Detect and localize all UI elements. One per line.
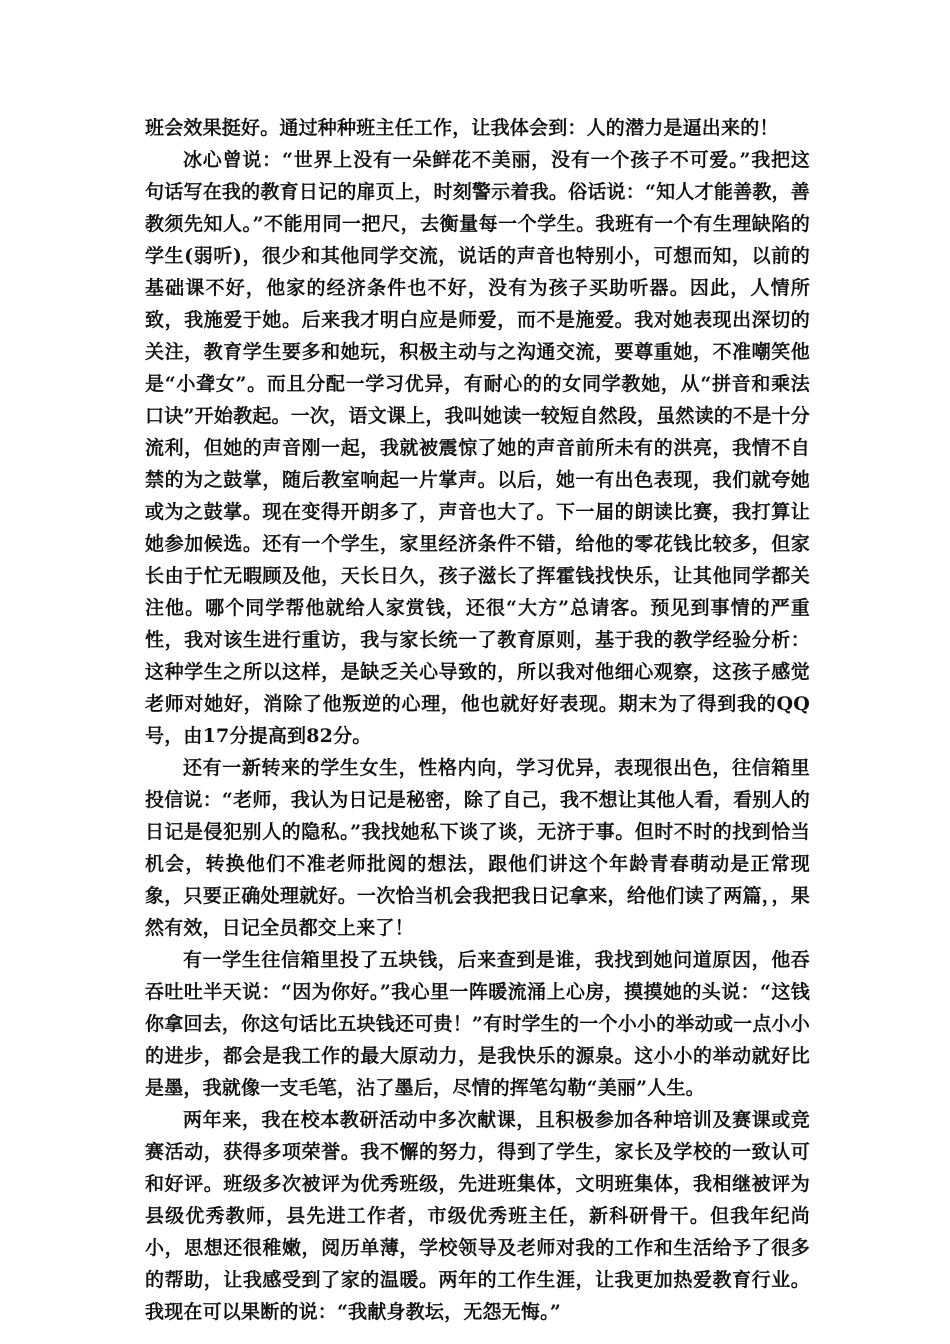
paragraph-bingxin-quote: 冰心曾说：“世界上没有一朵鲜花不美丽，没有一个孩子不可爱。”我把这句话写在我的教育日记的扉页上，时刻警示着我。俗话说：“知人才能善教，善教须先知人。”不能用同一把尺，去衡量每一个学生。我班有一个有生理缺陷的学生(弱听)，很少和其他同学交流，说话的声音也特别小，可想而知，以前的基础课不好，他家的经济条件也不好，没有为孩子买助听器。因此，人情所致，我施爱于她。后来我才明白应是师爱，而不是施爱。我对她表现出深切的关注，教育学生要多和她玩，积极主动与之沟通交流，要尊重她，不准嘲笑他是“小聋女”。而且分配一学习优异，有耐心的的女同学教她，从“拼音和乘法口诀”开始教起。一次，语文课上，我叫她读一较短自然段，虽然读的不是十分流利，但她的声音刚一起，我就被震惊了她的声音前所未有的洪亮，我情不自禁的为之鼓掌，随后教室响起一片掌声。以后，她一有出色表现，我们就夸她或为之鼓掌。现在变得开朗多了，声音也大了。下一届的朗读比赛，我打算让她参加候选。还有一个学生，家里经济条件不错，给他的零花钱比较多，但家长由于忙无暇顾及他，天长日久，孩子滋长了挥霍钱找快乐，让其他同学都关注他。哪个同学帮他就给人家赏钱，还很“大方”总请客。预见到事情的严重性，我对该生进行重访，我与家长统一了教育原则，基于我的教学经验分析：这种学生之所以这样，是缺乏关心导致的，所以我对他细心观察，这孩子感觉老师对她好，消除了他叛逆的心理，他也就好好表现。期末为了得到我的QQ号，由17分提高到82分。 bbox=[145, 149, 810, 747]
paragraph-two-years: 两年来，我在校本教研活动中多次献课，且积极参加各种培训及赛课或竞赛活动，获得多项荣誉。我不懈的努力，得到了学生，家长及学校的一致认可和好评。班级多次被评为优秀班级，先进班集体，文明班集体，我相继被评为县级优秀教师，县先进工作者，市级优秀班主任，新科研骨干。但我年纪尚小，思想还很稚嫩，阅历单薄，学校领导及老师对我的工作和生活给予了很多的帮助，让我感受到了家的温暖。两年的工作生涯，让我更加热爱教育行业。我现在可以果断的说：“我献身教坛，无怨无悔。” bbox=[145, 1109, 810, 1323]
paragraph-new-student-diary: 还有一新转来的学生女生，性格内向，学习优异，表现很出色，往信箱里投信说：“老师，我认为日记是秘密，除了自己，我不想让其他人看，看别人的日记是侵犯别人的隐私。”我找她私下谈了谈，无济于事。但时不时的找到恰当机会，转换他们不准老师批阅的想法，跟他们讲这个年龄青春萌动是正常现象，只要正确处理就好。一次恰当机会我把我日记拿来，给他们读了两篇，，果然有效，日记全员都交上来了！ bbox=[145, 757, 810, 939]
paragraph-continuation: 班会效果挺好。通过种种班主任工作，让我体会到：人的潜力是逼出来的！ bbox=[145, 117, 779, 139]
document-body bbox=[145, 112, 810, 1328]
paragraph-five-yuan: 有一学生往信箱里投了五块钱，后来查到是谁，我找到她问道原因，他吞吞吐吐半天说：“因为你好。”我心里一阵暖流涌上心房，摸摸她的头说：“这钱你拿回去，你这句话比五块钱还可贵！”有时学生的一个小小的举动或一点小小的进步，都会是我工作的最大原动力，是我快乐的源泉。这小小的举动就好比是墨，我就像一支毛笔，沾了墨后，尽情的挥笔勾勒“美丽”人生。 bbox=[145, 949, 810, 1099]
